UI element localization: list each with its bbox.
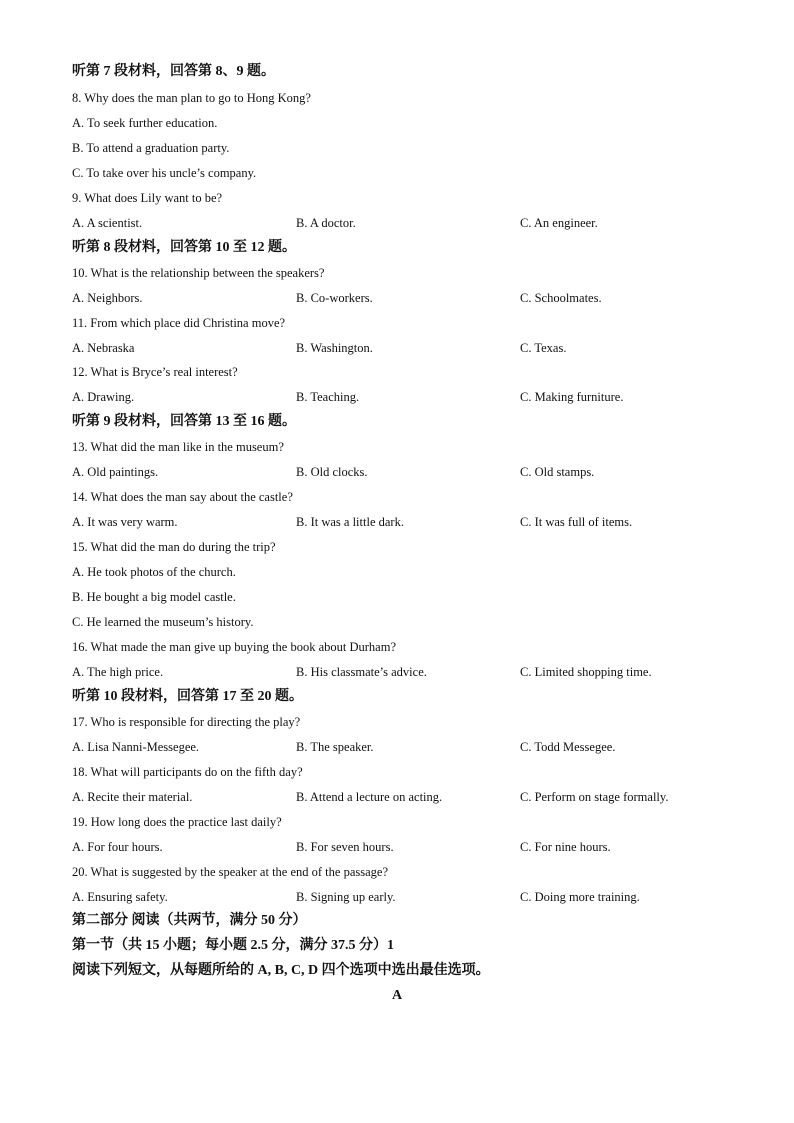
- question-17-option-b: B. The speaker.: [296, 740, 374, 754]
- question-8-stem: 8. Why does the man plan to go to Hong Kong?: [72, 91, 311, 105]
- question-19-option-b: B. For seven hours.: [296, 840, 394, 854]
- section-heading-8: 听第 8 段材料，回答第 10 至 12 题。: [72, 240, 296, 255]
- question-10-option-b: B. Co-workers.: [296, 291, 373, 305]
- question-8-option-b: B. To attend a graduation party.: [72, 141, 230, 155]
- question-14-stem: 14. What does the man say about the castle?: [72, 490, 293, 504]
- question-17-option-a: A. Lisa Nanni-Messegee.: [72, 740, 200, 754]
- question-9-option-c: C. An engineer.: [520, 216, 598, 230]
- question-11-stem: 11. From which place did Christina move?: [72, 316, 286, 330]
- part-2-title: 第二部分 阅读（共两节，满分 50 分）: [72, 913, 307, 928]
- question-19-option-a: A. For four hours.: [72, 840, 163, 854]
- question-8-option-a: A. To seek further education.: [72, 116, 218, 130]
- section-heading-10: 听第 10 段材料，回答第 17 至 20 题。: [72, 689, 303, 704]
- question-20-stem: 20. What is suggested by the speaker at the end of the passage?: [72, 865, 388, 879]
- question-9-stem: 9. What does Lily want to be?: [72, 191, 223, 205]
- question-20-option-b: B. Signing up early.: [296, 890, 396, 904]
- reading-instruction: 阅读下列短文，从每题所给的 A, B, C, D 四个选项中选出最佳选项。: [72, 963, 490, 978]
- section-1-title: 第一节（共 15 小题；每小题 2.5 分，满分 37.5 分）1: [72, 938, 394, 953]
- question-16-option-b: B. His classmate’s advice.: [296, 665, 427, 679]
- question-14-option-c: C. It was full of items.: [520, 515, 633, 529]
- question-11-option-b: B. Washington.: [296, 341, 373, 355]
- question-16-stem: 16. What made the man give up buying the book about Durham?: [72, 640, 396, 654]
- question-19-stem: 19. How long does the practice last daily?: [72, 815, 282, 829]
- question-11-option-a: A. Nebraska: [72, 341, 135, 355]
- question-15-option-c: C. He learned the museum’s history.: [72, 615, 254, 629]
- question-12-option-c: C. Making furniture.: [520, 390, 624, 404]
- question-10-option-c: C. Schoolmates.: [520, 291, 602, 305]
- question-18-option-b: B. Attend a lecture on acting.: [296, 790, 443, 804]
- question-12-option-b: B. Teaching.: [296, 390, 360, 404]
- question-18-option-c: C. Perform on stage formally.: [520, 790, 669, 804]
- question-13-option-b: B. Old clocks.: [296, 465, 368, 479]
- question-20-option-a: A. Ensuring safety.: [72, 890, 168, 904]
- question-19-option-c: C. For nine hours.: [520, 840, 611, 854]
- question-16-option-a: A. The high price.: [72, 665, 164, 679]
- section-heading-9: 听第 9 段材料，回答第 13 至 16 题。: [72, 414, 296, 429]
- question-11-option-c: C. Texas.: [520, 341, 567, 355]
- question-15-stem: 15. What did the man do during the trip?: [72, 540, 276, 554]
- question-12-stem: 12. What is Bryce’s real interest?: [72, 365, 238, 379]
- question-9-option-b: B. A doctor.: [296, 216, 356, 230]
- question-18-stem: 18. What will participants do on the fifth day?: [72, 765, 303, 779]
- question-15-option-a: A. He took photos of the church.: [72, 565, 236, 579]
- question-9-option-a: A. A scientist.: [72, 216, 143, 230]
- question-17-stem: 17. Who is responsible for directing the play?: [72, 715, 301, 729]
- question-17-option-c: C. Todd Messegee.: [520, 740, 616, 754]
- question-10-option-a: A. Neighbors.: [72, 291, 143, 305]
- question-14-option-a: A. It was very warm.: [72, 515, 178, 529]
- passage-label: A: [391, 988, 403, 1003]
- question-8-option-c: C. To take over his uncle’s company.: [72, 166, 257, 180]
- question-13-option-c: C. Old stamps.: [520, 465, 595, 479]
- question-10-stem: 10. What is the relationship between the speakers?: [72, 266, 325, 280]
- question-18-option-a: A. Recite their material.: [72, 790, 193, 804]
- question-12-option-a: A. Drawing.: [72, 390, 135, 404]
- question-20-option-c: C. Doing more training.: [520, 890, 640, 904]
- question-15-option-b: B. He bought a big model castle.: [72, 590, 236, 604]
- question-13-stem: 13. What did the man like in the museum?: [72, 440, 284, 454]
- question-14-option-b: B. It was a little dark.: [296, 515, 404, 529]
- section-heading-7: 听第 7 段材料，回答第 8、9 题。: [72, 64, 275, 79]
- question-16-option-c: C. Limited shopping time.: [520, 665, 652, 679]
- question-13-option-a: A. Old paintings.: [72, 465, 159, 479]
